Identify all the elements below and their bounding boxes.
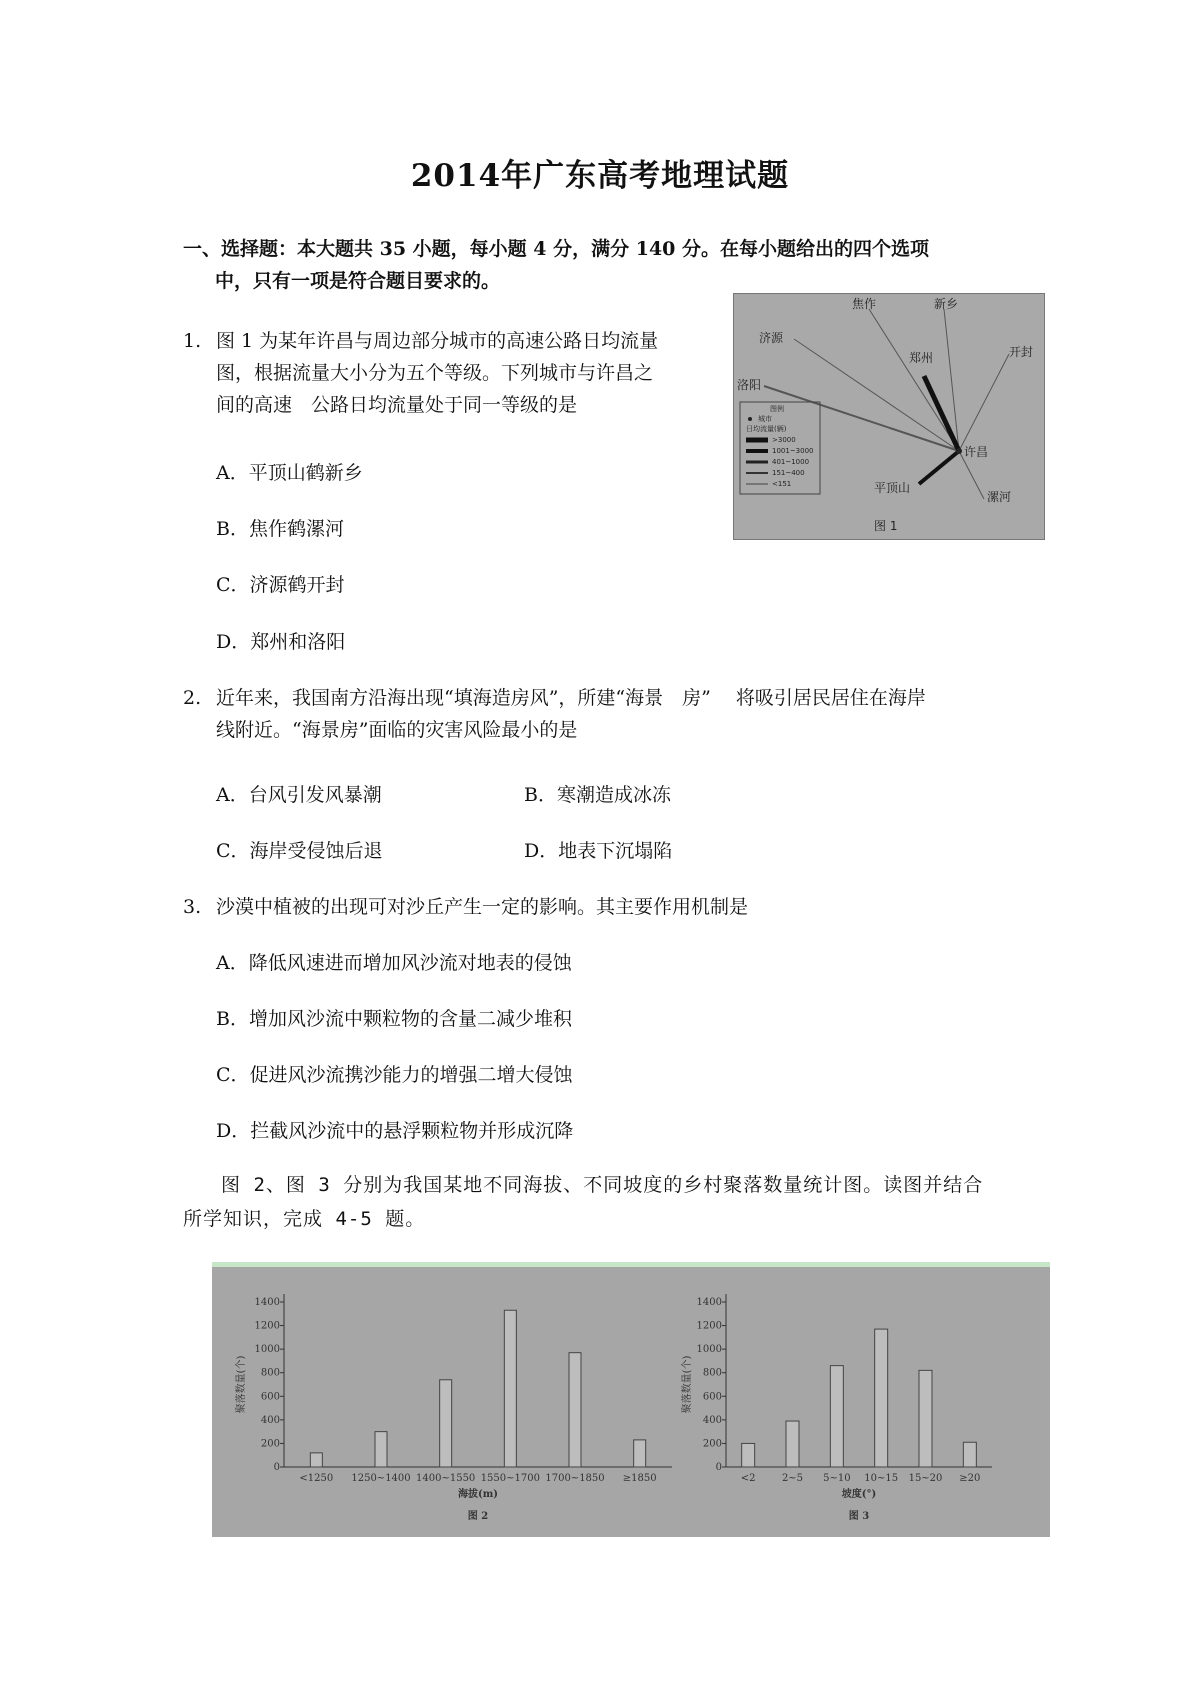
question-text-line: 间的高速 公路日均流量处于同一等级的是 [216, 394, 578, 416]
q1-option-b: B．焦作鹤漯河 [216, 518, 344, 540]
question-number: 2. [183, 687, 202, 709]
chart-caption: 图 2 [467, 1511, 489, 1522]
y-tick-label: 1400 [254, 1297, 280, 1308]
question-text-line: 近年来，我国南方沿海出现“填海造房风”，所建“海景 房” 将吸引居民居住在海岸 [216, 687, 926, 709]
y-tick-label: 0 [715, 1462, 722, 1473]
section-heading-line2: 中，只有一项是符合题目要求的。 [215, 270, 501, 292]
city-label-xinxiang: 新乡 [934, 297, 959, 311]
q1-option-a: A．平顶山鹤新乡 [216, 462, 363, 484]
q3-option-a: A．降低风速进而增加风沙流对地表的侵蚀 [216, 952, 572, 974]
question-1 [183, 325, 703, 421]
y-tick-label: 200 [260, 1438, 280, 1450]
question-2 [183, 682, 1043, 746]
legend-item: <151 [772, 480, 792, 488]
figure-1-legend [740, 402, 820, 494]
legend-item: 1001~3000 [772, 447, 814, 455]
bar [504, 1310, 516, 1467]
route-pingdingshan [919, 451, 959, 484]
y-axis-title: 聚落数量(个) [682, 1355, 693, 1414]
chart-caption: 图 3 [848, 1511, 870, 1522]
q2-option-c: C．海岸受侵蚀后退 [216, 840, 383, 862]
question-text-line: 沙漠中植被的出现可对沙丘产生一定的影响。其主要作用机制是 [216, 896, 749, 918]
y-tick-label: 1200 [696, 1320, 722, 1332]
bar [634, 1440, 646, 1467]
bar [830, 1366, 843, 1467]
city-label-pingdingshan: 平顶山 [874, 481, 911, 495]
bar [310, 1453, 322, 1467]
x-axis-title: 坡度(°) [841, 1489, 877, 1500]
x-tick-label: <2 [740, 1473, 756, 1484]
bar [375, 1432, 387, 1467]
q3-option-b: B．增加风沙流中颗粒物的含量二减少堆积 [216, 1008, 572, 1030]
question-number: 3. [183, 896, 202, 918]
x-tick-label: ≥20 [959, 1473, 981, 1484]
city-label-jiaozuo: 焦作 [852, 297, 877, 311]
bar [742, 1443, 755, 1467]
x-tick-label: <1250 [299, 1473, 334, 1484]
bar [440, 1380, 452, 1467]
city-label-zhengzhou: 郑州 [909, 351, 934, 365]
y-tick-label: 1000 [696, 1344, 722, 1356]
q3-option-c: C．促进风沙流携沙能力的增强二增大侵蚀 [216, 1064, 573, 1086]
question-3 [183, 891, 1043, 923]
q2-option-b: B．寒潮造成冰冻 [524, 784, 671, 806]
route-zhengzhou [924, 376, 959, 451]
x-tick-label: 1400~1550 [416, 1473, 476, 1484]
route-jiaozuo [869, 309, 959, 451]
x-tick-label: 1550~1700 [480, 1473, 540, 1484]
city-label-luoyang: 洛阳 [737, 378, 762, 392]
y-tick-label: 1400 [696, 1297, 722, 1308]
city-label-kaifeng: 开封 [1009, 345, 1034, 359]
figure-1-caption: 图 1 [874, 519, 898, 533]
bar [875, 1329, 888, 1467]
x-tick-label: 1700~1850 [545, 1473, 605, 1484]
y-tick-label: 800 [260, 1367, 280, 1379]
bar [786, 1421, 799, 1467]
q3-option-d: D．拦截风沙流中的悬浮颗粒物并形成沉降 [216, 1120, 574, 1142]
question-number: 1. [183, 330, 202, 352]
page-title: 2014年广东高考地理试题 [410, 158, 790, 194]
y-tick-label: 800 [702, 1367, 722, 1379]
y-tick-label: 200 [702, 1438, 722, 1450]
section-heading-line1: 一、选择题：本大题共 35 小题，每小题 4 分，满分 140 分。在每小题给出的四个选项 [183, 238, 930, 260]
x-tick-label: 2~5 [781, 1473, 804, 1484]
route-kaifeng [959, 354, 1009, 451]
section-heading [183, 233, 1023, 297]
legend-item: 日均流量(辆) [746, 425, 787, 433]
bar-charts [212, 1267, 1050, 1532]
bar [963, 1442, 976, 1467]
legend-item: 401~1000 [772, 458, 810, 466]
x-tick-label: ≥1850 [622, 1473, 657, 1484]
city-dot-xuchang [956, 448, 962, 454]
bar [569, 1353, 581, 1467]
x-tick-label: 15~20 [908, 1473, 943, 1484]
city-label-luohe: 漯河 [987, 490, 1012, 504]
question-text-line: 图 1 为某年许昌与周边部分城市的高速公路日均流量 [216, 330, 659, 352]
legend-item: >3000 [772, 436, 796, 444]
x-axis-title: 海拔(m) [457, 1489, 499, 1500]
city-label-xuchang: 许昌 [964, 445, 989, 459]
q1-option-d: D．郑州和洛阳 [216, 631, 346, 653]
q2-option-d: D．地表下沉塌陷 [524, 840, 673, 862]
intro-line1: 图 2、图 3 分别为我国某地不同海拔、不同坡度的乡村聚落数量统计图。读图并结合 [221, 1174, 984, 1196]
x-tick-label: 10~15 [864, 1473, 899, 1484]
y-tick-label: 400 [260, 1414, 280, 1426]
legend-item: 151~400 [772, 469, 805, 477]
questions-4-5-intro [183, 1168, 1025, 1236]
question-text-line: 线附近。“海景房”面临的灾害风险最小的是 [216, 719, 578, 741]
intro-line2: 所学知识，完成 4-5 题。 [183, 1208, 426, 1230]
y-tick-label: 600 [260, 1391, 280, 1403]
y-tick-label: 0 [273, 1462, 280, 1473]
y-tick-label: 400 [702, 1414, 722, 1426]
bar [919, 1370, 932, 1467]
x-tick-label: 1250~1400 [351, 1473, 411, 1484]
y-tick-label: 1000 [254, 1344, 280, 1356]
city-label-jiyuan: 济源 [759, 331, 784, 345]
y-tick-label: 600 [702, 1391, 722, 1403]
legend-item: 城市 [758, 415, 772, 423]
question-text-line: 图，根据流量大小分为五个等级。下列城市与许昌之 [216, 362, 654, 384]
x-tick-label: 5~10 [823, 1473, 851, 1484]
y-tick-label: 1200 [254, 1320, 280, 1332]
q2-option-a: A．台风引发风暴潮 [216, 784, 382, 806]
figure-1-map [733, 293, 1045, 540]
figures-2-3-panel [212, 1262, 1050, 1537]
legend-title: 图例 [770, 405, 784, 413]
q1-option-c: C．济源鹤开封 [216, 574, 345, 596]
y-axis-title: 聚落数量(个) [236, 1355, 247, 1414]
